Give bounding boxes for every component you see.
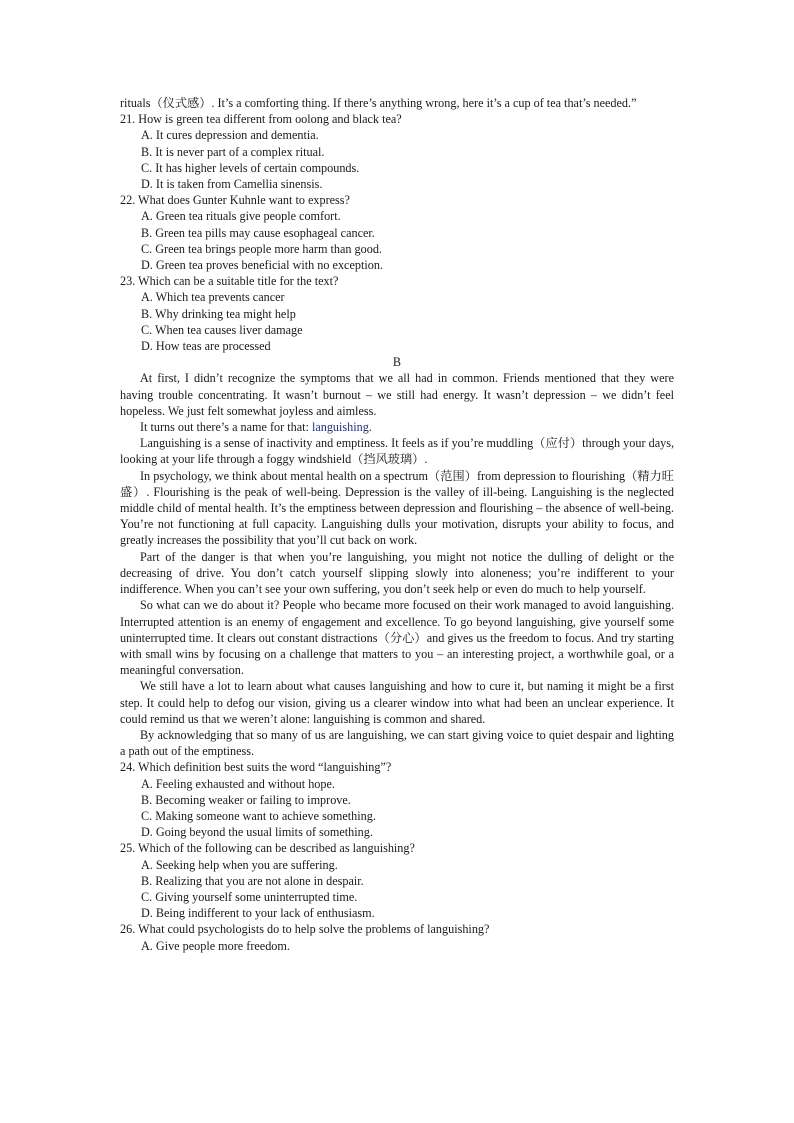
option-b: B. Why drinking tea might help bbox=[141, 306, 296, 321]
passage-paragraph-1: At first, I didn’t recognize the symptoms that we all had in common. Friends mentioned that they were having trouble concentrating. It wasn’t burnout – we still had energy. It wasn’t depression – we didn’t feel hopeless. We just felt somewhat joyless and aimless. bbox=[120, 371, 674, 418]
option-d: D. How teas are processed bbox=[141, 339, 271, 354]
option-a: A. Which tea prevents cancer bbox=[141, 290, 285, 305]
option-a: A. Seeking help when you are suffering. bbox=[141, 857, 338, 872]
option-b: B. Becoming weaker or failing to improve. bbox=[141, 792, 351, 807]
question-stem: 26. What could psychologists do to help solve the problems of languishing? bbox=[120, 922, 490, 937]
option-d: D. It is taken from Camellia sinensis. bbox=[141, 177, 323, 192]
question-26 bbox=[120, 921, 674, 953]
option-a: A. Feeling exhausted and without hope. bbox=[141, 776, 335, 791]
option-c: C. Making someone want to achieve something. bbox=[141, 808, 376, 823]
option-b: B. Green tea pills may cause esophageal cancer. bbox=[141, 225, 375, 240]
option-c: C. It has higher levels of certain compounds. bbox=[141, 160, 360, 175]
option-c: C. When tea causes liver damage bbox=[141, 322, 303, 337]
question-21 bbox=[120, 111, 674, 192]
option-a: A. Give people more freedom. bbox=[141, 938, 290, 953]
question-stem: 23. Which can be a suitable title for the text? bbox=[120, 274, 339, 289]
question-stem: 21. How is green tea different from oolong and black tea? bbox=[120, 112, 402, 127]
option-a: A. It cures depression and dementia. bbox=[141, 128, 319, 143]
question-23 bbox=[120, 273, 674, 354]
section-label: B bbox=[392, 355, 402, 370]
question-24 bbox=[120, 759, 674, 840]
carryover-paragraph: rituals（仪式感）. It’s a comforting thing. If there’s anything wrong, here it’s a cup of tea that’s needed.” bbox=[120, 96, 637, 110]
option-c: C. Green tea brings people more harm than good. bbox=[141, 241, 382, 256]
passage-paragraph-5: Part of the danger is that when you’re languishing, you might not notice the dulling of delight or the decreasing of drive. You don’t catch yourself slipping slowly into aloneness; you’re indifferent to your indifference. When you can’t see your own suffering, you don’t seek help or even do much to help yourself. bbox=[120, 549, 674, 597]
question-25 bbox=[120, 840, 674, 921]
question-22 bbox=[120, 192, 674, 273]
passage-paragraph-7: We still have a lot to learn about what causes languishing and how to cure it, but naming it might be a first step. It could help to defog our vision, giving us a clearer window into what had been an unclear experience. It could remind us that we weren’t alone: languishing is common and shared. bbox=[120, 679, 674, 726]
passage-paragraph-2 bbox=[120, 419, 674, 435]
paragraph-text: . bbox=[368, 420, 372, 435]
option-b: B. Realizing that you are not alone in despair. bbox=[141, 873, 364, 888]
question-stem: 25. Which of the following can be described as languishing? bbox=[120, 841, 415, 856]
passage-paragraph-3: Languishing is a sense of inactivity and emptiness. It feels as if you’re muddling（应付）through your days, looking at your life through a foggy windshield（挡风玻璃）. bbox=[120, 436, 674, 467]
passage-paragraph-4: In psychology, we think about mental health on a spectrum（范围）from depression to flourishing（精力旺盛）. Flourishing is the peak of well-being. Depression is the valley of ill-being. Languishing is the neglected middle child of mental health. It’s the emptiness between depression and flourishing – the absence of well-being. You’re not functioning at full capacity. Languishing dulls your motivation, disrupts your ability to focus, and greatly increases the possibility that you’ll cut back on work. bbox=[120, 468, 674, 548]
document-page bbox=[120, 95, 674, 954]
option-d: D. Being indifferent to your lack of enthusiasm. bbox=[141, 906, 375, 921]
option-d: D. Green tea proves beneficial with no exception. bbox=[141, 258, 383, 273]
paragraph-text: It turns out there’s a name for that: bbox=[140, 420, 312, 435]
highlighted-term: languishing bbox=[311, 420, 369, 435]
passage-paragraph-6: So what can we do about it? People who became more focused on their work managed to avoid languishing. Interrupted attention is an enemy of engagement and excellence. To go beyond languishing, give yourself some uninterrupted time. It clears out constant distractions（分心）and gives us the freedom to focus. And try starting with small wins by focusing on a challenge that matters to you – an interesting project, a worthwhile goal, or a meaningful conversation. bbox=[120, 598, 674, 678]
question-stem: 24. Which definition best suits the word “languishing”? bbox=[120, 760, 392, 775]
option-c: C. Giving yourself some uninterrupted time. bbox=[141, 889, 358, 904]
option-a: A. Green tea rituals give people comfort. bbox=[141, 209, 341, 224]
question-stem: 22. What does Gunter Kuhnle want to express? bbox=[120, 193, 350, 208]
option-d: D. Going beyond the usual limits of something. bbox=[141, 825, 373, 840]
option-b: B. It is never part of a complex ritual. bbox=[141, 144, 325, 159]
passage-paragraph-8: By acknowledging that so many of us are languishing, we can start giving voice to quiet despair and lighting a path out of the emptiness. bbox=[120, 727, 674, 759]
